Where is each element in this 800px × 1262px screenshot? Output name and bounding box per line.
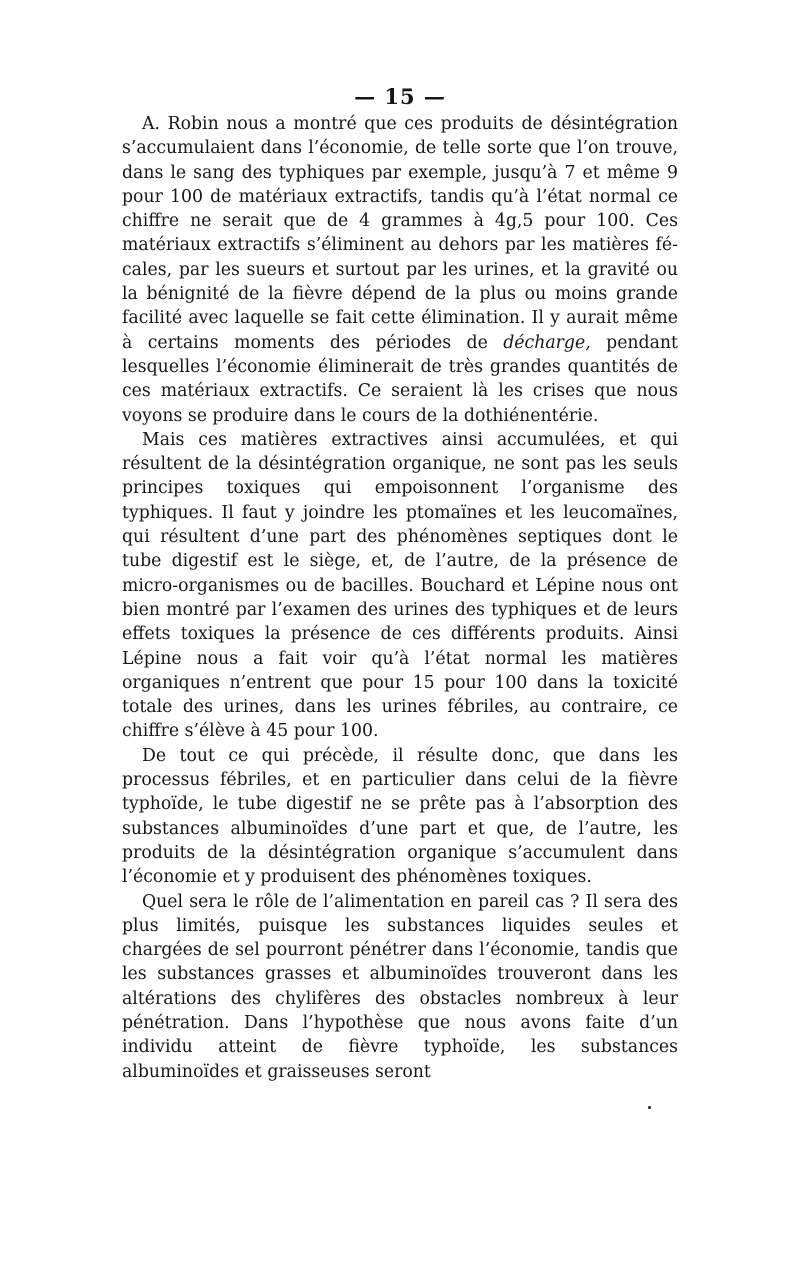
paragraph-3: De tout ce qui précède, il résulte donc, que dans les processus fébriles, et en particulier dans celui de la fièvre typhoïde, le tube digestif ne se prête pas à l’absorption des substances albuminoïdes d’une part et que, de l’autre, les produits de la désintégration organique s’accumulent dans l’économie et y produisent des phénomènes toxiques. (122, 745, 678, 888)
ink-speck (648, 1106, 651, 1109)
paragraph-1-italic-word: décharge, (503, 332, 591, 353)
paragraph-1-text-after: pendant lesquelles l’économie éliminerait de très grandes quantités de ces matériaux extractifs. Ce seraient là les crises que nous voyons se produire dans le cours de la dothiénentérie. (122, 332, 678, 426)
paragraph-4: Quel sera le rôle de l’alimentation en pareil cas ? Il sera des plus limités, puisque les substances liquides seules et chargées de sel pourront pénétrer dans l’économie, tandis que les substances grasses et albuminoïdes trouveront dans les altérations des chylifères des obstacles nombreux à leur pénétration. Dans l’hypothèse que nous avons faite d’un individu atteint de fièvre typhoïde, les substances albuminoïdes et graisseuses seront (122, 891, 678, 1082)
page-number: — 15 — (354, 84, 446, 109)
paragraph-1-text-before: A. Robin nous a montré que ces produits de désintégration s’accumulaient dans l’économie, de telle sorte que l’on trouve, dans le sang des typhiques par exemple, jusqu’à 7 et même 9 pour 100 de matériaux extractifs, tandis qu’à l’état normal ce chiffre ne serait que de 4 grammes à 4g,5 pour 100. Ces matériaux extractifs s’éliminent au dehors par les matières fécales, par les sueurs et surtout par les urines, et la gravité ou la bénignité de la fièvre dépend de la plus ou moins grande facilité avec laquelle se fait cette élimination. Il y aurait même à certains moments des périodes de (122, 114, 678, 353)
paragraph-2: Mais ces matières extractives ainsi accumulées, et qui résultent de la désintégration organique, ne sont pas les seuls principes toxiques qui empoisonnent l’organisme des typhiques. Il faut y joindre les ptomaïnes et les leucomaïnes, qui résultent d’une part des phénomènes septiques dont le tube digestif est le siège, et, de l’autre, de la présence de micro-organismes ou de bacilles. Bouchard et Lépine nous ont bien montré par l’examen des urines des typhiques et de leurs effets toxiques la présence de ces différents produits. Ainsi Lépine nous a fait voir qu’à l’état normal les matières organiques n’entrent que pour 15 pour 100 dans la toxicité totale des urines, dans les urines fébriles, au contraire, ce chiffre s’élève à 45 pour 100. (122, 429, 678, 742)
book-page (122, 84, 678, 1084)
paragraph-1 (122, 112, 678, 428)
